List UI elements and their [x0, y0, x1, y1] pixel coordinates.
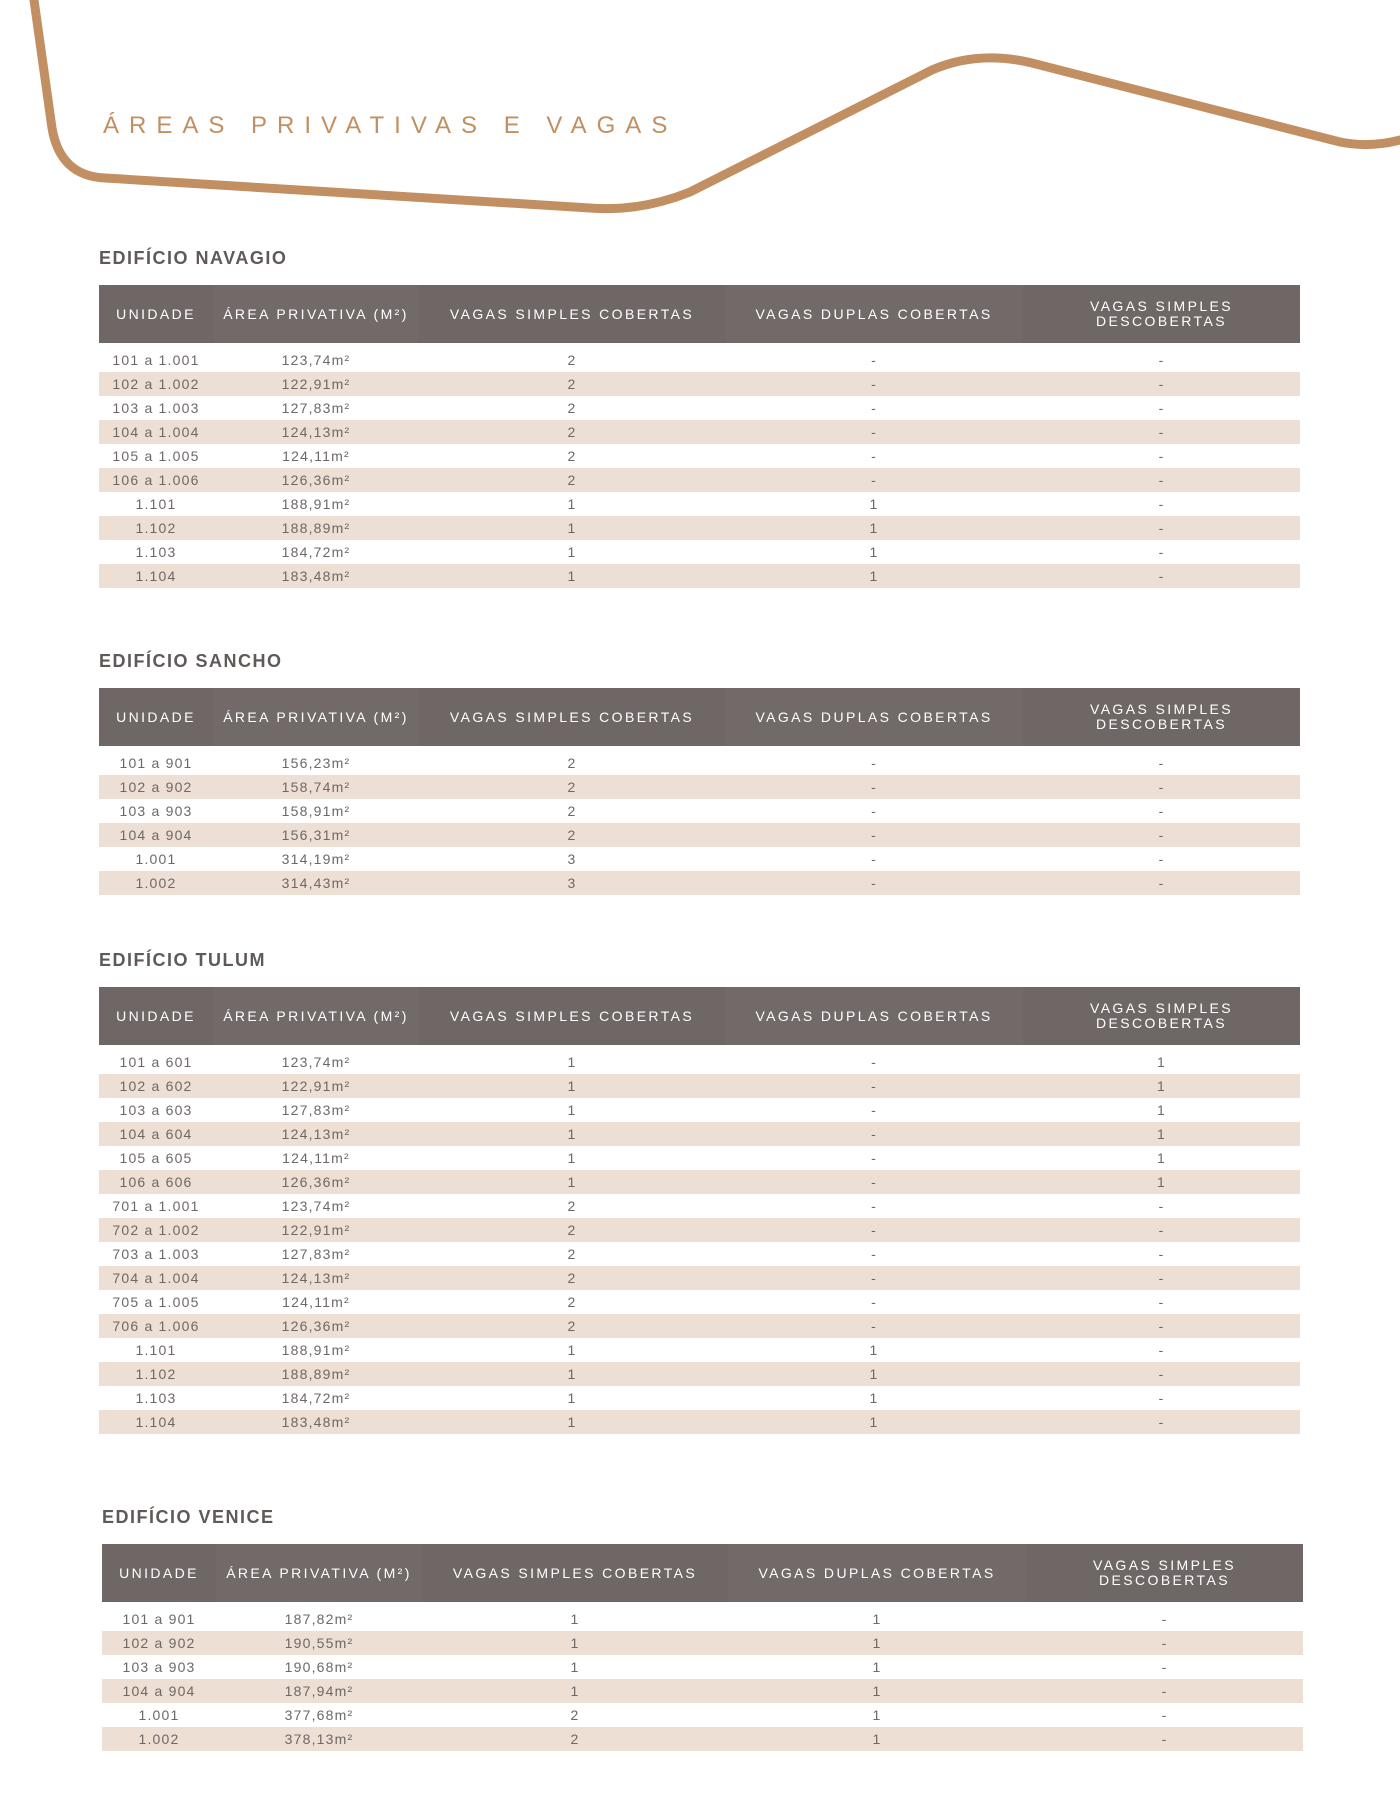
area-privativa-cell: 158,91m²	[213, 799, 419, 823]
area-privativa-cell: 314,19m²	[213, 847, 419, 871]
column-header-vagas-simples-cobertas: VAGAS SIMPLES COBERTAS	[419, 688, 725, 746]
vagas-duplas-cobertas-cell: -	[725, 1266, 1023, 1290]
area-privativa-cell: 124,13m²	[213, 1266, 419, 1290]
vagas-duplas-cobertas-cell: -	[725, 444, 1023, 468]
unidade-cell: 701 a 1.001	[99, 1194, 213, 1218]
vagas-duplas-cobertas-cell: -	[725, 823, 1023, 847]
table-row	[99, 823, 1300, 847]
vagas-duplas-cobertas-cell: 1	[728, 1631, 1026, 1655]
vagas-simples-descobertas-cell: 1	[1023, 1098, 1300, 1122]
vagas-simples-descobertas-cell: -	[1023, 871, 1300, 895]
area-privativa-cell: 158,74m²	[213, 775, 419, 799]
vagas-simples-descobertas-cell: -	[1026, 1631, 1303, 1655]
units-table	[102, 1544, 1303, 1751]
table-row	[99, 1242, 1300, 1266]
area-privativa-cell: 127,83m²	[213, 1098, 419, 1122]
vagas-duplas-cobertas-cell: -	[725, 1314, 1023, 1338]
vagas-simples-cobertas-cell: 3	[419, 871, 725, 895]
area-privativa-cell: 127,83m²	[213, 396, 419, 420]
table-row	[99, 1386, 1300, 1410]
units-table	[99, 285, 1300, 588]
vagas-simples-cobertas-cell: 1	[422, 1679, 728, 1703]
vagas-simples-cobertas-cell: 2	[422, 1703, 728, 1727]
vagas-simples-descobertas-cell: -	[1023, 396, 1300, 420]
vagas-simples-cobertas-cell: 2	[419, 444, 725, 468]
vagas-simples-descobertas-cell: -	[1026, 1727, 1303, 1751]
unidade-cell: 106 a 606	[99, 1170, 213, 1194]
vagas-simples-descobertas-cell: 1	[1023, 1170, 1300, 1194]
table-row	[99, 343, 1300, 372]
vagas-simples-descobertas-cell: -	[1023, 1410, 1300, 1434]
area-privativa-cell: 126,36m²	[213, 1314, 419, 1338]
table-row	[99, 1314, 1300, 1338]
vagas-simples-descobertas-cell: -	[1023, 468, 1300, 492]
vagas-duplas-cobertas-cell: -	[725, 468, 1023, 492]
vagas-simples-descobertas-cell: -	[1023, 775, 1300, 799]
unidade-cell: 103 a 603	[99, 1098, 213, 1122]
vagas-duplas-cobertas-cell: -	[725, 1242, 1023, 1266]
vagas-simples-cobertas-cell: 1	[419, 540, 725, 564]
vagas-simples-cobertas-cell: 2	[419, 823, 725, 847]
table-row	[99, 444, 1300, 468]
unidade-cell: 105 a 1.005	[99, 444, 213, 468]
vagas-simples-cobertas-cell: 1	[419, 1386, 725, 1410]
vagas-simples-descobertas-cell: -	[1023, 420, 1300, 444]
area-privativa-cell: 124,11m²	[213, 444, 419, 468]
vagas-simples-descobertas-cell: 1	[1023, 1045, 1300, 1074]
area-privativa-cell: 183,48m²	[213, 1410, 419, 1434]
table-row	[99, 1410, 1300, 1434]
vagas-simples-cobertas-cell: 2	[419, 775, 725, 799]
column-header-area-privativa: ÁREA PRIVATIVA (M²)	[213, 688, 419, 746]
table-row	[99, 1194, 1300, 1218]
vagas-simples-cobertas-cell: 1	[419, 492, 725, 516]
column-header-unidade: UNIDADE	[99, 987, 213, 1045]
column-header-area-privativa: ÁREA PRIVATIVA (M²)	[213, 987, 419, 1045]
vagas-duplas-cobertas-cell: -	[725, 746, 1023, 775]
vagas-simples-descobertas-cell: -	[1023, 516, 1300, 540]
table-row	[99, 516, 1300, 540]
area-privativa-cell: 124,11m²	[213, 1290, 419, 1314]
building-section-tulum	[99, 949, 1300, 1434]
unidade-cell: 102 a 1.002	[99, 372, 213, 396]
vagas-simples-cobertas-cell: 2	[419, 1266, 725, 1290]
area-privativa-cell: 378,13m²	[216, 1727, 422, 1751]
column-header-vagas-simples-descobertas: VAGAS SIMPLES DESCOBERTAS	[1026, 1544, 1303, 1602]
vagas-simples-cobertas-cell: 2	[419, 1314, 725, 1338]
vagas-duplas-cobertas-cell: 1	[725, 1362, 1023, 1386]
unidade-cell: 1.101	[99, 1338, 213, 1362]
table-row	[99, 1338, 1300, 1362]
vagas-simples-cobertas-cell: 1	[419, 1074, 725, 1098]
vagas-simples-descobertas-cell: -	[1026, 1655, 1303, 1679]
area-privativa-cell: 188,89m²	[213, 516, 419, 540]
vagas-duplas-cobertas-cell: 1	[725, 564, 1023, 588]
table-row	[102, 1631, 1303, 1655]
table-row	[102, 1727, 1303, 1751]
area-privativa-cell: 314,43m²	[213, 871, 419, 895]
unidade-cell: 706 a 1.006	[99, 1314, 213, 1338]
unidade-cell: 104 a 904	[99, 823, 213, 847]
vagas-duplas-cobertas-cell: -	[725, 372, 1023, 396]
area-privativa-cell: 156,23m²	[213, 746, 419, 775]
vagas-duplas-cobertas-cell: 1	[725, 492, 1023, 516]
table-row	[99, 1362, 1300, 1386]
unidade-cell: 102 a 902	[102, 1631, 216, 1655]
vagas-simples-cobertas-cell: 1	[419, 1170, 725, 1194]
vagas-simples-descobertas-cell: 1	[1023, 1146, 1300, 1170]
vagas-simples-descobertas-cell: -	[1023, 1242, 1300, 1266]
vagas-duplas-cobertas-cell: 1	[728, 1727, 1026, 1751]
unidade-cell: 1.103	[99, 540, 213, 564]
area-privativa-cell: 126,36m²	[213, 468, 419, 492]
vagas-simples-cobertas-cell: 2	[419, 420, 725, 444]
vagas-duplas-cobertas-cell: 1	[725, 1410, 1023, 1434]
unidade-cell: 1.104	[99, 1410, 213, 1434]
table-row	[99, 420, 1300, 444]
table-row	[99, 468, 1300, 492]
vagas-duplas-cobertas-cell: -	[725, 871, 1023, 895]
unidade-cell: 1.102	[99, 1362, 213, 1386]
table-row	[99, 492, 1300, 516]
vagas-duplas-cobertas-cell: -	[725, 1122, 1023, 1146]
vagas-duplas-cobertas-cell: -	[725, 1098, 1023, 1122]
table-row	[99, 1122, 1300, 1146]
vagas-duplas-cobertas-cell: 1	[725, 540, 1023, 564]
area-privativa-cell: 184,72m²	[213, 540, 419, 564]
table-header-row	[99, 987, 1300, 1045]
column-header-vagas-duplas-cobertas: VAGAS DUPLAS COBERTAS	[725, 987, 1023, 1045]
vagas-duplas-cobertas-cell: -	[725, 1218, 1023, 1242]
column-header-vagas-duplas-cobertas: VAGAS DUPLAS COBERTAS	[725, 688, 1023, 746]
table-row	[99, 1074, 1300, 1098]
vagas-simples-descobertas-cell: -	[1023, 540, 1300, 564]
column-header-vagas-duplas-cobertas: VAGAS DUPLAS COBERTAS	[728, 1544, 1026, 1602]
unidade-cell: 104 a 1.004	[99, 420, 213, 444]
vagas-simples-cobertas-cell: 2	[419, 396, 725, 420]
unidade-cell: 1.104	[99, 564, 213, 588]
units-table	[99, 688, 1300, 895]
table-row	[99, 1218, 1300, 1242]
table-row	[99, 564, 1300, 588]
vagas-duplas-cobertas-cell: 1	[725, 1386, 1023, 1410]
column-header-vagas-duplas-cobertas: VAGAS DUPLAS COBERTAS	[725, 285, 1023, 343]
area-privativa-cell: 122,91m²	[213, 1074, 419, 1098]
table-body	[99, 746, 1300, 895]
unidade-cell: 1.101	[99, 492, 213, 516]
section-title: EDIFÍCIO NAVAGIO	[99, 248, 288, 268]
vagas-simples-descobertas-cell: -	[1023, 1314, 1300, 1338]
unidade-cell: 104 a 604	[99, 1122, 213, 1146]
vagas-simples-cobertas-cell: 1	[419, 564, 725, 588]
vagas-simples-cobertas-cell: 1	[419, 1146, 725, 1170]
area-privativa-cell: 123,74m²	[213, 1194, 419, 1218]
unidade-cell: 1.103	[99, 1386, 213, 1410]
table-body	[99, 343, 1300, 588]
area-privativa-cell: 124,13m²	[213, 420, 419, 444]
vagas-simples-descobertas-cell: -	[1023, 492, 1300, 516]
vagas-simples-cobertas-cell: 1	[419, 1338, 725, 1362]
vagas-simples-cobertas-cell: 2	[419, 1242, 725, 1266]
vagas-duplas-cobertas-cell: -	[725, 847, 1023, 871]
unidade-cell: 1.001	[99, 847, 213, 871]
section-title: EDIFÍCIO VENICE	[102, 1507, 275, 1527]
unidade-cell: 1.002	[102, 1727, 216, 1751]
column-header-area-privativa: ÁREA PRIVATIVA (M²)	[213, 285, 419, 343]
column-header-unidade: UNIDADE	[102, 1544, 216, 1602]
unidade-cell: 101 a 601	[99, 1045, 213, 1074]
unidade-cell: 105 a 605	[99, 1146, 213, 1170]
area-privativa-cell: 188,91m²	[213, 1338, 419, 1362]
column-header-vagas-simples-cobertas: VAGAS SIMPLES COBERTAS	[419, 285, 725, 343]
vagas-duplas-cobertas-cell: -	[725, 1074, 1023, 1098]
vagas-simples-cobertas-cell: 2	[419, 1218, 725, 1242]
table-row	[99, 372, 1300, 396]
area-privativa-cell: 126,36m²	[213, 1170, 419, 1194]
area-privativa-cell: 187,82m²	[216, 1602, 422, 1631]
unidade-cell: 703 a 1.003	[99, 1242, 213, 1266]
vagas-simples-cobertas-cell: 1	[419, 516, 725, 540]
column-header-area-privativa: ÁREA PRIVATIVA (M²)	[216, 1544, 422, 1602]
table-row	[99, 1045, 1300, 1074]
vagas-duplas-cobertas-cell: 1	[728, 1679, 1026, 1703]
vagas-duplas-cobertas-cell: -	[725, 1146, 1023, 1170]
unidade-cell: 1.102	[99, 516, 213, 540]
column-header-vagas-simples-descobertas: VAGAS SIMPLES DESCOBERTAS	[1023, 688, 1300, 746]
table-row	[99, 540, 1300, 564]
vagas-duplas-cobertas-cell: -	[725, 1290, 1023, 1314]
vagas-duplas-cobertas-cell: -	[725, 1194, 1023, 1218]
vagas-simples-cobertas-cell: 2	[422, 1727, 728, 1751]
area-privativa-cell: 377,68m²	[216, 1703, 422, 1727]
vagas-simples-descobertas-cell: -	[1023, 847, 1300, 871]
vagas-simples-descobertas-cell: -	[1026, 1679, 1303, 1703]
table-row	[102, 1602, 1303, 1631]
table-row	[102, 1679, 1303, 1703]
vagas-simples-descobertas-cell: -	[1023, 1266, 1300, 1290]
vagas-simples-cobertas-cell: 2	[419, 1290, 725, 1314]
vagas-simples-cobertas-cell: 1	[422, 1655, 728, 1679]
unidade-cell: 1.002	[99, 871, 213, 895]
vagas-simples-descobertas-cell: -	[1023, 1218, 1300, 1242]
vagas-simples-cobertas-cell: 1	[422, 1602, 728, 1631]
vagas-duplas-cobertas-cell: 1	[728, 1703, 1026, 1727]
area-privativa-cell: 122,91m²	[213, 372, 419, 396]
area-privativa-cell: 187,94m²	[216, 1679, 422, 1703]
vagas-simples-cobertas-cell: 1	[419, 1098, 725, 1122]
vagas-simples-cobertas-cell: 2	[419, 799, 725, 823]
table-row	[99, 1146, 1300, 1170]
table-row	[99, 1266, 1300, 1290]
area-privativa-cell: 190,68m²	[216, 1655, 422, 1679]
table-row	[99, 396, 1300, 420]
unidade-cell: 101 a 901	[99, 746, 213, 775]
vagas-simples-cobertas-cell: 2	[419, 372, 725, 396]
vagas-duplas-cobertas-cell: 1	[728, 1602, 1026, 1631]
unidade-cell: 702 a 1.002	[99, 1218, 213, 1242]
unidade-cell: 1.001	[102, 1703, 216, 1727]
vagas-duplas-cobertas-cell: 1	[725, 1338, 1023, 1362]
unidade-cell: 103 a 903	[102, 1655, 216, 1679]
vagas-simples-descobertas-cell: -	[1026, 1602, 1303, 1631]
table-header-row	[102, 1544, 1303, 1602]
area-privativa-cell: 122,91m²	[213, 1218, 419, 1242]
table-row	[102, 1703, 1303, 1727]
unidade-cell: 101 a 901	[102, 1602, 216, 1631]
table-row	[99, 1170, 1300, 1194]
area-privativa-cell: 190,55m²	[216, 1631, 422, 1655]
table-header-row	[99, 688, 1300, 746]
vagas-simples-cobertas-cell: 2	[419, 343, 725, 372]
vagas-simples-descobertas-cell: 1	[1023, 1122, 1300, 1146]
vagas-duplas-cobertas-cell: 1	[725, 516, 1023, 540]
vagas-duplas-cobertas-cell: -	[725, 1045, 1023, 1074]
table-row	[99, 775, 1300, 799]
column-header-unidade: UNIDADE	[99, 688, 213, 746]
vagas-simples-cobertas-cell: 1	[419, 1045, 725, 1074]
vagas-simples-descobertas-cell: 1	[1023, 1074, 1300, 1098]
vagas-simples-cobertas-cell: 2	[419, 746, 725, 775]
unidade-cell: 103 a 1.003	[99, 396, 213, 420]
column-header-vagas-simples-cobertas: VAGAS SIMPLES COBERTAS	[419, 987, 725, 1045]
vagas-simples-descobertas-cell: -	[1026, 1703, 1303, 1727]
vagas-simples-descobertas-cell: -	[1023, 444, 1300, 468]
unidade-cell: 106 a 1.006	[99, 468, 213, 492]
column-header-vagas-simples-descobertas: VAGAS SIMPLES DESCOBERTAS	[1023, 285, 1300, 343]
area-privativa-cell: 127,83m²	[213, 1242, 419, 1266]
area-privativa-cell: 124,11m²	[213, 1146, 419, 1170]
table-row	[99, 1098, 1300, 1122]
area-privativa-cell: 183,48m²	[213, 564, 419, 588]
unidade-cell: 101 a 1.001	[99, 343, 213, 372]
building-section-sancho	[99, 650, 1300, 895]
vagas-simples-descobertas-cell: -	[1023, 1290, 1300, 1314]
area-privativa-cell: 156,31m²	[213, 823, 419, 847]
vagas-duplas-cobertas-cell: -	[725, 799, 1023, 823]
vagas-duplas-cobertas-cell: 1	[728, 1655, 1026, 1679]
vagas-duplas-cobertas-cell: -	[725, 343, 1023, 372]
area-privativa-cell: 188,89m²	[213, 1362, 419, 1386]
section-title: EDIFÍCIO TULUM	[99, 950, 266, 970]
vagas-duplas-cobertas-cell: -	[725, 420, 1023, 444]
table-row	[102, 1655, 1303, 1679]
vagas-simples-cobertas-cell: 3	[419, 847, 725, 871]
table-row	[99, 799, 1300, 823]
vagas-simples-descobertas-cell: -	[1023, 372, 1300, 396]
unidade-cell: 704 a 1.004	[99, 1266, 213, 1290]
area-privativa-cell: 123,74m²	[213, 1045, 419, 1074]
vagas-simples-cobertas-cell: 2	[419, 1194, 725, 1218]
vagas-simples-descobertas-cell: -	[1023, 564, 1300, 588]
building-section-navagio	[99, 247, 1300, 588]
vagas-simples-descobertas-cell: -	[1023, 746, 1300, 775]
unidade-cell: 104 a 904	[102, 1679, 216, 1703]
section-title: EDIFÍCIO SANCHO	[99, 651, 283, 671]
area-privativa-cell: 184,72m²	[213, 1386, 419, 1410]
table-header-row	[99, 285, 1300, 343]
unidade-cell: 705 a 1.005	[99, 1290, 213, 1314]
vagas-simples-descobertas-cell: -	[1023, 799, 1300, 823]
vagas-simples-descobertas-cell: -	[1023, 1194, 1300, 1218]
vagas-simples-cobertas-cell: 1	[419, 1122, 725, 1146]
table-row	[99, 746, 1300, 775]
vagas-simples-cobertas-cell: 1	[419, 1362, 725, 1386]
table-body	[102, 1602, 1303, 1751]
area-privativa-cell: 124,13m²	[213, 1122, 419, 1146]
column-header-unidade: UNIDADE	[99, 285, 213, 343]
vagas-simples-descobertas-cell: -	[1023, 1386, 1300, 1410]
unidade-cell: 102 a 602	[99, 1074, 213, 1098]
vagas-simples-descobertas-cell: -	[1023, 1362, 1300, 1386]
table-body	[99, 1045, 1300, 1434]
vagas-duplas-cobertas-cell: -	[725, 396, 1023, 420]
table-row	[99, 1290, 1300, 1314]
building-section-venice	[102, 1506, 1303, 1751]
table-row	[99, 871, 1300, 895]
unidade-cell: 103 a 903	[99, 799, 213, 823]
area-privativa-cell: 123,74m²	[213, 343, 419, 372]
vagas-simples-descobertas-cell: -	[1023, 343, 1300, 372]
page-title: ÁREAS PRIVATIVAS E VAGAS	[103, 112, 678, 139]
units-table	[99, 987, 1300, 1434]
area-privativa-cell: 188,91m²	[213, 492, 419, 516]
vagas-simples-descobertas-cell: -	[1023, 823, 1300, 847]
vagas-simples-cobertas-cell: 2	[419, 468, 725, 492]
column-header-vagas-simples-descobertas: VAGAS SIMPLES DESCOBERTAS	[1023, 987, 1300, 1045]
table-row	[99, 847, 1300, 871]
vagas-duplas-cobertas-cell: -	[725, 775, 1023, 799]
vagas-simples-cobertas-cell: 1	[422, 1631, 728, 1655]
vagas-duplas-cobertas-cell: -	[725, 1170, 1023, 1194]
column-header-vagas-simples-cobertas: VAGAS SIMPLES COBERTAS	[422, 1544, 728, 1602]
unidade-cell: 102 a 902	[99, 775, 213, 799]
vagas-simples-descobertas-cell: -	[1023, 1338, 1300, 1362]
vagas-simples-cobertas-cell: 1	[419, 1410, 725, 1434]
